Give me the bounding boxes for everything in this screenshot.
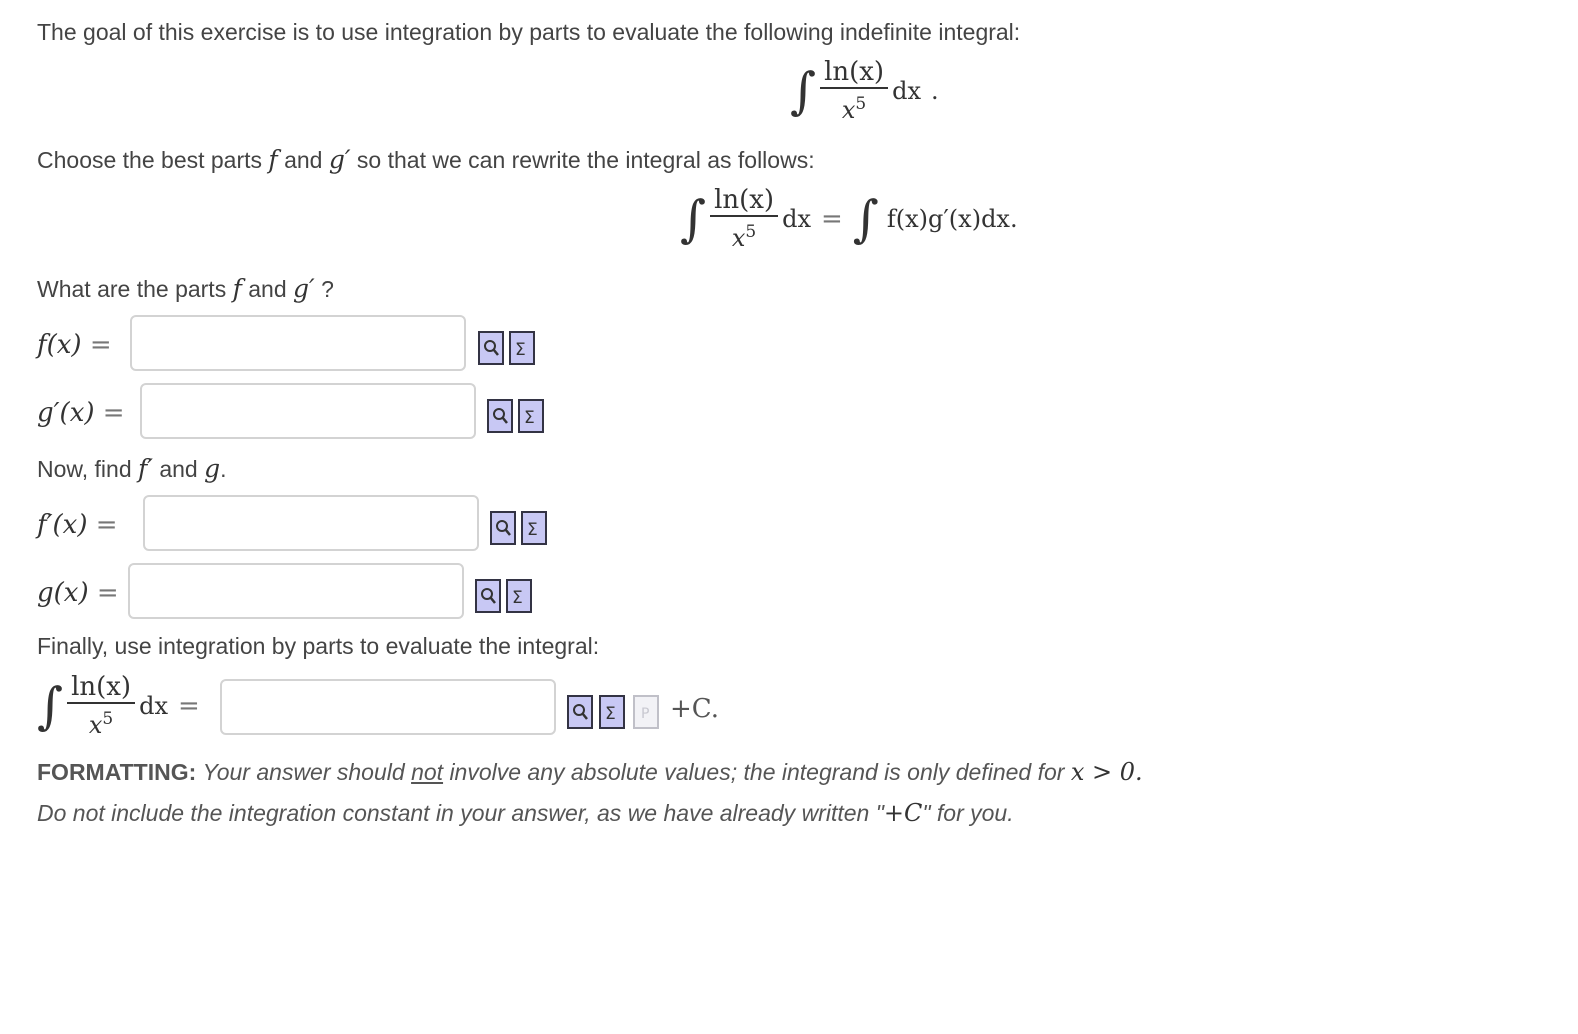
f-input[interactable] — [130, 315, 466, 371]
svg-text:Σ: Σ — [605, 704, 616, 724]
gprime-input[interactable] — [140, 383, 476, 439]
integral-sign: ∫ — [790, 62, 817, 120]
integral-display — [790, 57, 939, 125]
final-answer-input[interactable] — [220, 679, 556, 735]
g-label: g(x) = — [37, 578, 119, 608]
equation-editor-icon[interactable] — [509, 331, 535, 365]
equals-sign: = — [820, 204, 843, 234]
equation-editor-icon[interactable] — [506, 579, 532, 613]
equation-editor-icon[interactable] — [599, 695, 625, 729]
g-input[interactable] — [128, 563, 464, 619]
formatting-note-constant: Do not include the integration constant in your answer, as we have already written "+C" for you. — [37, 799, 1014, 827]
svg-text:Σ: Σ — [515, 340, 526, 360]
svg-text:Σ: Σ — [524, 408, 535, 428]
integral-sign: ∫ — [37, 677, 64, 735]
preview-icon[interactable] — [478, 331, 504, 365]
svg-text:Σ: Σ — [512, 588, 523, 608]
intro-text: The goal of this exercise is to use integration by parts to evaluate the following indefinite integral: — [37, 19, 1021, 45]
now-find-text: Now, find f′ and g. — [37, 454, 227, 483]
period: . — [930, 77, 939, 105]
integral-sign: ∫ — [852, 190, 879, 248]
svg-text:Σ: Σ — [527, 520, 538, 540]
preview-icon[interactable] — [487, 399, 513, 433]
preview-icon[interactable] — [490, 511, 516, 545]
f-label: f(x) = — [37, 330, 112, 360]
equation-editor-icon[interactable] — [518, 399, 544, 433]
plus-c: +C. — [670, 694, 720, 724]
integrand-fraction: $\frac{\ln(x)}{x^5}$ — [67, 672, 135, 740]
fprime-input[interactable] — [143, 495, 479, 551]
integrand-numerator: ln(x) — [824, 57, 885, 87]
fprime-label: f′(x) = — [37, 510, 118, 540]
dx-term: dx — [892, 77, 921, 105]
parts-question: What are the parts f and g′ ? — [37, 274, 334, 303]
integrand-denominator: $x^5$ — [841, 94, 867, 124]
preview-icon[interactable] — [475, 579, 501, 613]
syntax-help-icon — [633, 695, 659, 729]
gprime-label: g′(x) = — [37, 398, 125, 428]
final-integral: ∫ $\frac{\ln(x)}{x^5}$ dx = — [37, 672, 200, 739]
preview-icon[interactable] — [567, 695, 593, 729]
rewrite-rhs: f(x)g′(x)dx. — [886, 205, 1018, 233]
integrand-fraction: $\frac{\ln(x)}{x^5}$ — [710, 185, 778, 253]
choose-text: Choose the best parts f and g′ so that we can rewrite the integral as follows: — [37, 145, 815, 174]
integrand-fraction — [820, 57, 888, 125]
equation-editor-icon[interactable] — [521, 511, 547, 545]
svg-text:P: P — [641, 706, 650, 722]
integral-sign: ∫ — [680, 190, 707, 248]
finally-text: Finally, use integration by parts to evaluate the integral: — [37, 633, 600, 659]
rewrite-equation: ∫ $\frac{\ln(x)}{x^5}$ dx = ∫ f(x)g′(x)dx. — [680, 185, 1018, 252]
formatting-note: FORMATTING: Your answer should not involve any absolute values; the integrand is only defined for x > 0. — [37, 758, 1143, 786]
